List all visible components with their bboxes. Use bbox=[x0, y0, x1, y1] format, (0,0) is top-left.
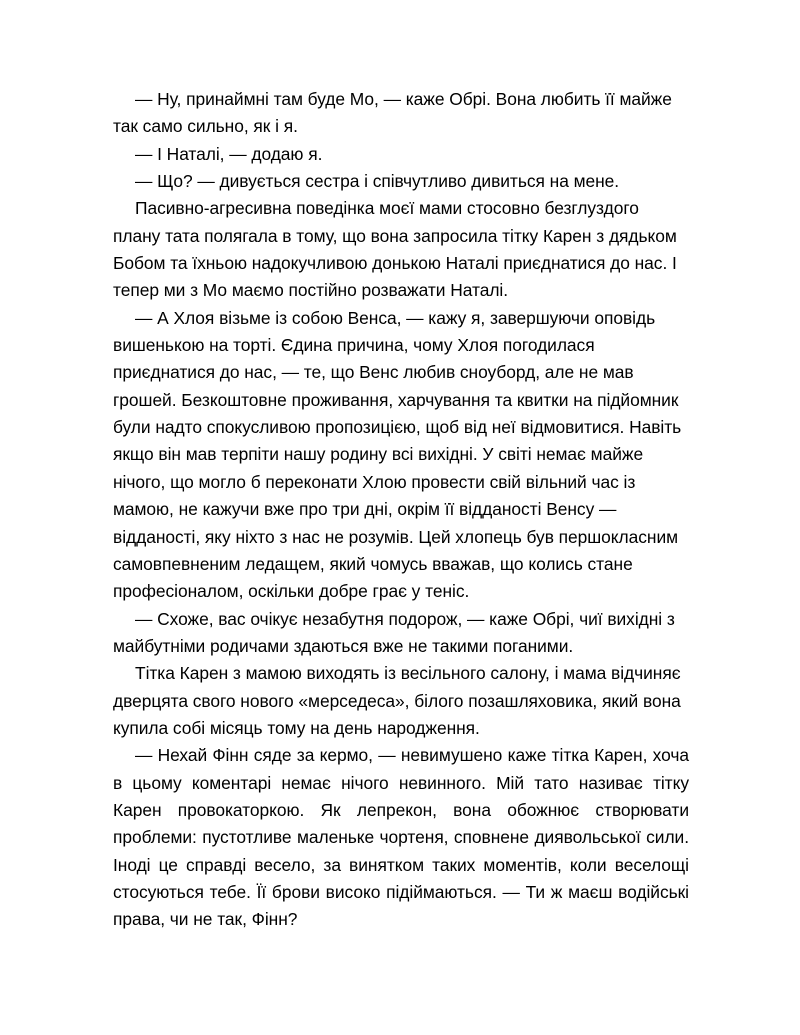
paragraph: — І Наталі, — додаю я. bbox=[135, 143, 323, 164]
paragraph: — Ну, принаймні там буде Мо, — каже Обрі. Вона любить її майже так само сильно, як і я. bbox=[113, 89, 672, 137]
paragraph: — А Хлоя візьме із собою Венса, — кажу я, завершуючи оповідь вишенькою на торті. Єдина причина, чому Хлоя погодилася приєднатися до нас, — те, що Венс любив сноуборд, але не мав грошей. Безкоштовне проживання, харчування та квитки на підйомник були надто спокусливою пропозицією, щоб від неї відмовитися. Навіть якщо він мав терпіти нашу родину всі вихідні. У світі немає майже нічого, що могло б переконати Хлою провести свій вільний час із мамою, не кажучи вже про три дні, окрім її відданості Венсу — відданості, яку ніхто з нас не розумів. Цей хлопець був першокласним самовпевненим ледащем, який чомусь вважав, що колись стане професіоналом, оскільки добре грає у теніс. bbox=[113, 307, 682, 602]
paragraph: — Нехай Фінн сяде за кермо, — невимушено каже тітка Карен, хоча в цьому коментарі немає нічого невинного. Мій тато називає тітку Карен провокаторкою. Як лепрекон, вона обожнює створювати проблеми: пустотливе маленьке чортеня, сповнене диявольської сили. Іноді це справді весело, за винятком таких моментів, коли веселощі стосуються тебе. Її брови високо підіймаються. — Ти ж маєш водійські права, чи не так, Фінн? bbox=[113, 745, 689, 930]
paragraph: — Що? — дивується сестра і співчутливо дивиться на мене. bbox=[135, 171, 620, 192]
body-text-block bbox=[113, 86, 689, 934]
paragraph: Пасивно-агресивна поведінка моєї мами стосовно безглуздого плану тата полягала в тому, що вона запросила тітку Карен з дядьком Бобом та їхньою надокучливою донькою Наталі приєднатися до нас. І тепер ми з Мо маємо постійно розважати Наталі. bbox=[113, 198, 677, 301]
paragraph: Тітка Карен з мамою виходять із весільного салону, і мама відчиняє дверцята свого нового «мерседеса», білого позашляховика, який вона купила собі місяць тому на день народження. bbox=[113, 663, 681, 738]
paragraph: — Схоже, вас очікує незабутня подорож, — каже Обрі, чиї вихідні з майбутніми родичами здаються вже не такими поганими. bbox=[113, 608, 675, 656]
